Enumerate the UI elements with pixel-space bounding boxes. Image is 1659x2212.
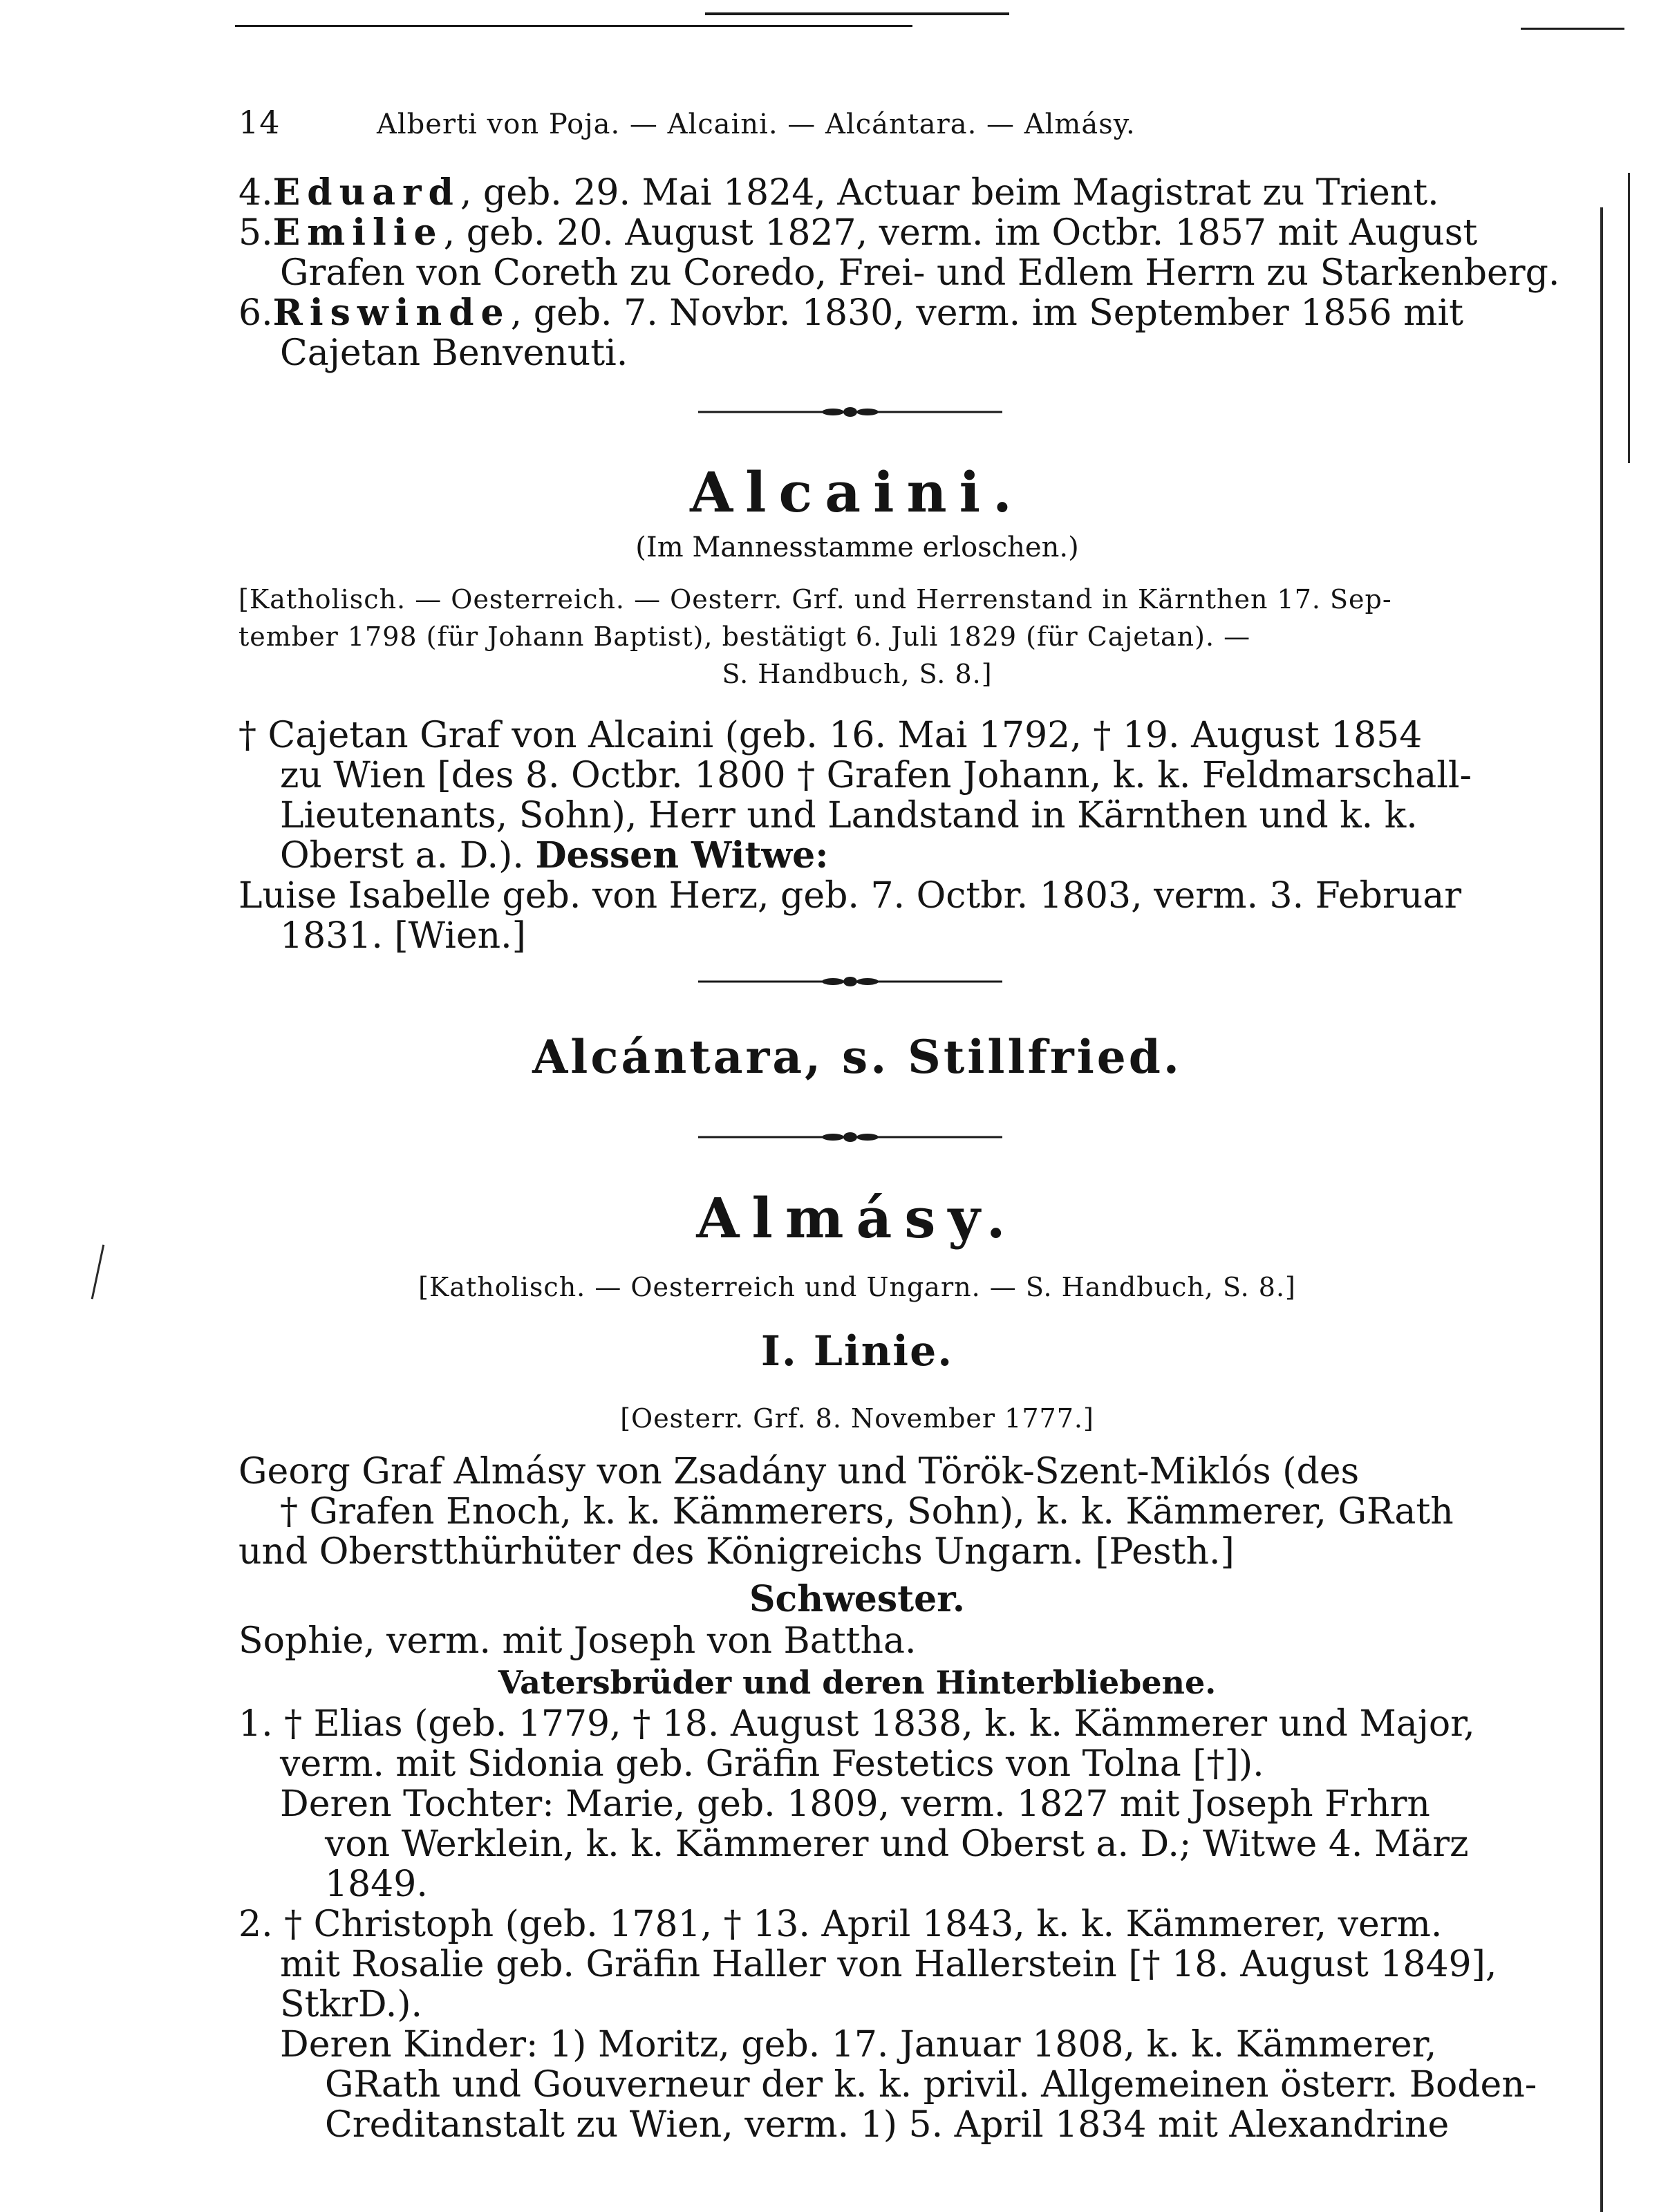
section-subtitle: (Im Mannesstamme erloschen.): [635, 532, 1079, 563]
text-line: und Oberstthürhüter des Königreichs Ungarn. [Pesth.]: [238, 1531, 1235, 1573]
almasy-line-bracket: [238, 1400, 1476, 1437]
text-line: Lieutenants, Sohn), Herr und Landstand in Kärnthen und k. k.: [280, 795, 1418, 836]
bracket-line: tember 1798 (für Johann Baptist), bestätigt 6. Juli 1829 (für Cajetan). —: [238, 621, 1251, 652]
scan-edge-line: [705, 12, 1009, 15]
text-line: Oberst a. D.). Dessen Witwe:: [280, 834, 829, 877]
text-line: Sophie, verm. mit Joseph von Battha.: [238, 1620, 917, 1662]
ornament-divider: [698, 405, 1002, 419]
text-line: GRath und Gouverneur der k. k. privil. Allgemeinen österr. Boden-: [325, 2064, 1537, 2106]
alberti-entries: [238, 171, 1560, 374]
running-title: Alberti von Poja. — Alcaini. — Alcántara. — Almásy.: [377, 109, 1136, 140]
bracket-line: [Katholisch. — Oesterreich. — Oesterr. Grf. und Herrenstand in Kärnthen 17. Sep-: [238, 584, 1392, 615]
text-line: StkrD.).: [280, 1984, 423, 2025]
ornament-divider: [698, 975, 1002, 988]
page-edge-line: [1600, 207, 1603, 2212]
text-line: Deren Kinder: 1) Moritz, geb. 17. Januar 1808, k. k. Kämmerer,: [280, 2024, 1437, 2065]
bracket-line: S. Handbuch, S. 8.]: [722, 659, 993, 689]
almasy-bracket: [238, 1268, 1476, 1306]
scan-edge-line: [1521, 28, 1624, 30]
text-line: Deren Tochter: Marie, geb. 1809, verm. 1827 mit Joseph Frhrn: [280, 1783, 1430, 1825]
alcantara-title: [238, 1030, 1476, 1084]
sister-heading-block: [238, 1580, 1476, 1620]
almasy-line-title: [238, 1327, 1476, 1376]
list-item: 5.Emilie, geb. 20. August 1827, verm. im Octbr. 1857 mit August: [238, 212, 1478, 254]
text-line: Creditanstalt zu Wien, verm. 1) 5. April 1834 mit Alexandrine: [325, 2104, 1450, 2146]
widow-label: Dessen Witwe:: [535, 834, 829, 877]
ornament-divider: [698, 1130, 1002, 1144]
section-title: Almásy.: [696, 1185, 1018, 1250]
page-number: 14: [238, 104, 281, 141]
text-line: mit Rosalie geb. Gräfin Haller von Hallerstein [† 18. August 1849],: [280, 1944, 1497, 1985]
page-edge-line: [91, 1245, 105, 1300]
alcaini-title: [238, 460, 1476, 525]
running-header: [238, 104, 1344, 141]
alcaini-body: [238, 715, 1476, 956]
text-line: † Grafen Enoch, k. k. Kämmerers, Sohn), k. k. Kämmerer, GRath: [280, 1491, 1454, 1533]
section-title: Alcántara, s. Stillfried.: [532, 1030, 1182, 1084]
text-line: 1. † Elias (geb. 1779, † 18. August 1838, k. k. Kämmerer und Major,: [238, 1703, 1475, 1745]
text-line: Luise Isabelle geb. von Herz, geb. 7. Octbr. 1803, verm. 3. Februar: [238, 875, 1462, 917]
uncles-heading-block: [238, 1662, 1476, 1703]
person-name: Riswinde: [272, 292, 511, 334]
almasy-title: [238, 1185, 1476, 1250]
list-item-continuation: Grafen von Coreth zu Coredo, Frei- und Edlem Herrn zu Starkenberg.: [280, 252, 1560, 294]
bracket-line: [Oesterr. Grf. 8. November 1777.]: [620, 1403, 1094, 1434]
alcaini-subtitle: [238, 529, 1476, 566]
person-name: Eduard: [272, 171, 460, 214]
text-line: † Cajetan Graf von Alcaini (geb. 16. Mai 1792, † 19. August 1854: [238, 715, 1423, 756]
text-line: von Werklein, k. k. Kämmerer und Oberst a. D.; Witwe 4. März: [325, 1824, 1469, 1865]
almasy-head: [238, 1452, 1476, 1572]
page-edge-line: [1628, 173, 1630, 463]
subsection-title: I. Linie.: [760, 1327, 954, 1376]
list-item: 4.Eduard, geb. 29. Mai 1824, Actuar beim Magistrat zu Trient.: [238, 171, 1439, 214]
scan-edge-line: [235, 25, 912, 27]
person-name: Emilie: [272, 212, 444, 254]
uncles-heading: Vatersbrüder und deren Hinterbliebene.: [498, 1664, 1217, 1701]
bracket-line: [Katholisch. — Oesterreich und Ungarn. — S. Handbuch, S. 8.]: [418, 1272, 1296, 1302]
alcaini-bracket: [238, 581, 1476, 693]
text-line: verm. mit Sidonia geb. Gräfin Festetics von Tolna [†]).: [280, 1743, 1264, 1785]
sister-heading: Schwester.: [749, 1578, 965, 1620]
list-item-continuation: Cajetan Benvenuti.: [280, 332, 628, 374]
text-line: Georg Graf Almásy von Zsadány und Török-Szent-Miklós (des: [238, 1451, 1360, 1492]
list-item: 6.Riswinde, geb. 7. Novbr. 1830, verm. im September 1856 mit: [238, 292, 1463, 334]
text-line: 2. † Christoph (geb. 1781, † 13. April 1843, k. k. Kämmerer, verm.: [238, 1904, 1443, 1945]
section-title: Alcaini.: [690, 460, 1024, 525]
sister-block: [238, 1621, 1476, 1661]
text-line: zu Wien [des 8. Octbr. 1800 † Grafen Johann, k. k. Feldmarschall-: [280, 755, 1472, 796]
uncles-body: [238, 1703, 1537, 2146]
text-line: 1831. [Wien.]: [280, 915, 526, 957]
text-line: 1849.: [325, 1864, 428, 1905]
